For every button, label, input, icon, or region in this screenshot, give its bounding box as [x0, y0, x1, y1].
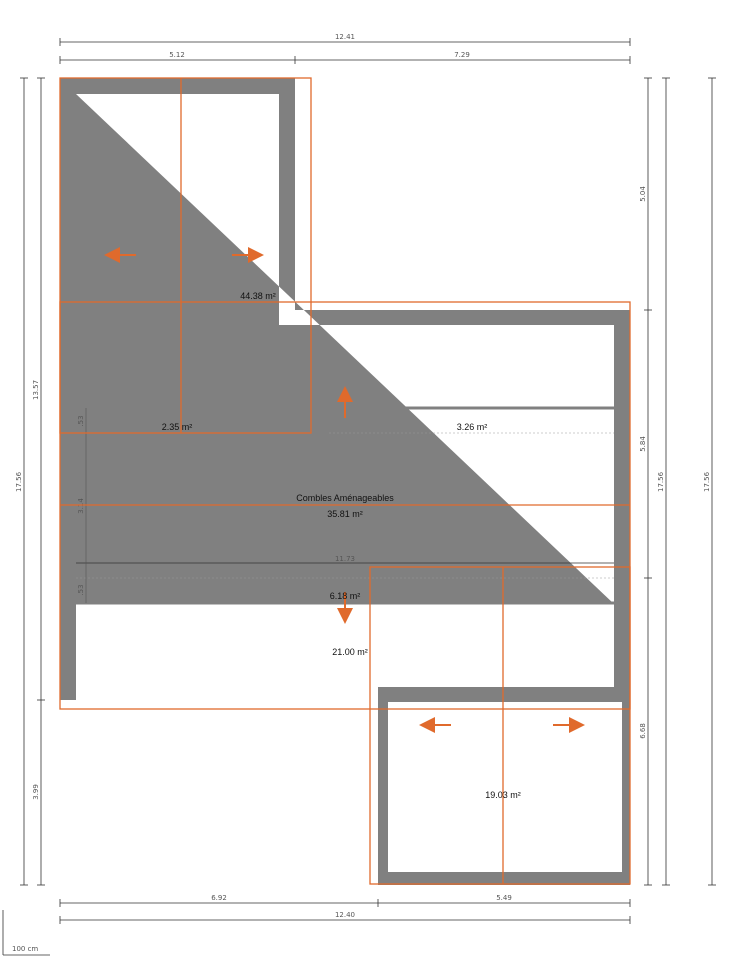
area-small-left: 2.35 m²: [161, 422, 193, 432]
dim-top-total: 12.41: [334, 33, 356, 41]
dim-bottom-left: 6.92: [211, 894, 227, 902]
right-dimensions: [639, 78, 716, 885]
dim-interior-c: .53: [77, 584, 85, 596]
dim-right-mid: 17.56: [657, 471, 665, 493]
room-label: Combles Aménageables: [296, 493, 394, 503]
dim-top-right: 7.29: [454, 51, 470, 59]
scale-bar: [3, 910, 50, 955]
dim-left-inner-top: 13.57: [32, 379, 40, 401]
dim-right-inner-2: 5.84: [639, 436, 647, 452]
area-strip: 6.18 m²: [329, 591, 361, 601]
dim-bottom-total: 12.40: [334, 911, 356, 919]
dim-interior-width: 11.73: [334, 555, 356, 563]
area-small-right: 3.26 m²: [456, 422, 488, 432]
scale-label: 100 cm: [12, 945, 39, 953]
area-lower: 21.00 m²: [332, 647, 368, 657]
dim-right-outer: 17.56: [703, 471, 711, 493]
area-main: 35.81 m²: [327, 509, 363, 519]
area-bottom-right: 19.03 m²: [485, 790, 521, 800]
bottom-dimensions: [60, 894, 630, 924]
dim-interior-b: 3.14: [77, 498, 85, 514]
dim-top-left: 5.12: [169, 51, 185, 59]
dim-left-inner-bottom: 3.99: [32, 784, 40, 800]
lower-right-wall: [378, 687, 630, 885]
area-top-left: 44.38 m²: [240, 291, 276, 301]
dim-right-inner-1: 5.04: [639, 186, 647, 202]
dim-left-outer: 17.56: [15, 471, 23, 493]
top-dimensions: [60, 33, 630, 64]
dim-interior-a: .53: [77, 415, 85, 427]
roof-lower-right: [370, 567, 630, 884]
dim-bottom-right: 5.49: [496, 894, 512, 902]
dim-right-inner-3: 6.68: [639, 723, 647, 739]
left-dimensions: [15, 78, 45, 885]
walls: [60, 78, 630, 885]
